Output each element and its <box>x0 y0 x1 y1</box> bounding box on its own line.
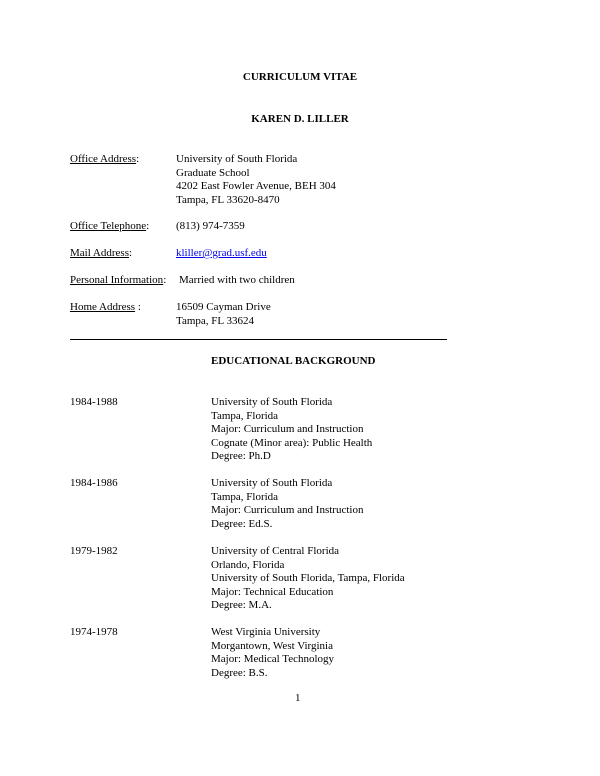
education-line: University of South Florida, Tampa, Florida <box>211 572 405 584</box>
education-line: Tampa, Florida <box>211 409 279 422</box>
education-line: University of South Florida <box>211 396 333 408</box>
home-address-line: Tampa, FL 33624 <box>176 314 254 327</box>
education-line: University of Central Florida <box>211 545 340 557</box>
education-line: Degree: Ph.D <box>211 450 271 462</box>
education-line: Cognate (Minor area): Public Health <box>211 436 373 449</box>
education-line: Major: Medical Technology <box>211 653 335 665</box>
education-years: 1979-1982 <box>70 545 118 557</box>
education-line: Degree: Ed.S. <box>211 517 273 530</box>
education-line: University of South Florida <box>211 477 333 489</box>
office-address-label: Office Address: <box>70 153 140 165</box>
section-divider <box>70 339 447 340</box>
education-line: Major: Technical Education <box>211 585 334 598</box>
office-address-line: Tampa, FL 33620-8470 <box>176 193 280 206</box>
office-telephone-value: (813) 974-7359 <box>176 220 245 232</box>
office-address-line: 4202 East Fowler Avenue, BEH 304 <box>176 180 336 192</box>
education-years: 1984-1986 <box>70 477 118 489</box>
education-line: Major: Curriculum and Instruction <box>211 423 364 435</box>
education-line: Degree: M.A. <box>211 599 272 611</box>
education-heading: EDUCATIONAL BACKGROUND <box>211 355 376 367</box>
document-title: CURRICULUM VITAE <box>242 71 358 83</box>
education-years: 1984-1988 <box>70 396 118 408</box>
education-line: Orlando, Florida <box>211 558 285 571</box>
education-line: Degree: B.S. <box>211 666 268 679</box>
office-telephone-label: Office Telephone: <box>70 220 150 232</box>
office-address-line: Graduate School <box>176 166 250 179</box>
email-link[interactable]: kliller@grad.usf.edu <box>176 247 267 259</box>
personal-information-label: Personal Information: <box>70 274 167 286</box>
education-line: Morgantown, West Virginia <box>211 639 333 652</box>
education-line: West Virginia University <box>211 626 321 638</box>
page-number: 1 <box>295 692 301 704</box>
personal-information-value: Married with two children <box>179 274 295 286</box>
mail-address-label: Mail Address: <box>70 247 133 259</box>
person-name: KAREN D. LILLER <box>251 113 349 125</box>
education-line: Major: Curriculum and Instruction <box>211 504 364 516</box>
home-address-line: 16509 Cayman Drive <box>176 301 271 313</box>
education-line: Tampa, Florida <box>211 490 279 503</box>
office-address-line: University of South Florida <box>176 153 298 165</box>
education-years: 1974-1978 <box>70 626 118 638</box>
home-address-label: Home Address : <box>70 301 141 313</box>
